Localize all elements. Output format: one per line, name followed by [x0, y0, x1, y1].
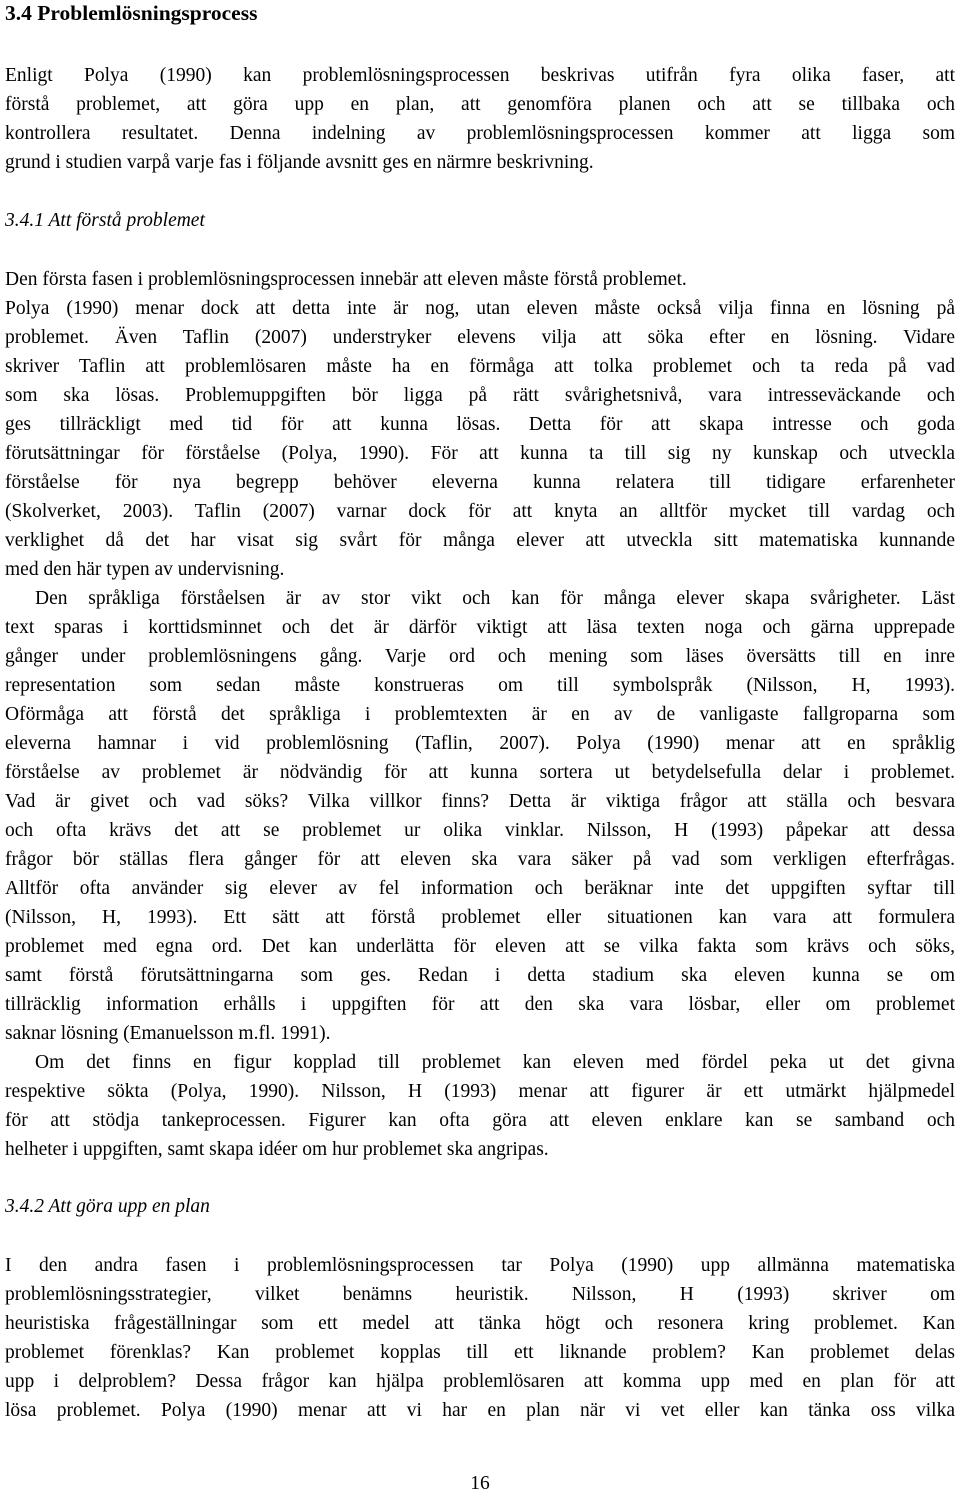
body-line: lösa problemet. Polya (1990) menar att vi har en plan när vi vet eller kan tänka oss vilka — [5, 1400, 955, 1421]
body-line: med den här typen av undervisning. — [5, 559, 285, 580]
body-line: representation som sedan måste konstrueras om till symbolspråk (Nilsson, H, 1993). — [5, 675, 955, 696]
body-line: problemet förenklas? Kan problemet kopplas till ett liknande problem? Kan problemet delas — [5, 1342, 955, 1363]
body-line: Oförmåga att förstå det språkliga i problemtexten är en av de vanligaste fallgroparna som — [5, 704, 955, 725]
body-line: upp i delproblem? Dessa frågor kan hjälpa problemlösaren att komma upp med en plan för att — [5, 1371, 955, 1392]
body-line: (Skolverket, 2003). Taflin (2007) varnar dock för att knyta an alltför mycket till vardag och — [5, 501, 955, 522]
subsection-heading-1: 3.4.1 Att förstå problemet — [5, 210, 205, 231]
body-line: gånger under problemlösningens gång. Varje ord och mening som läses översätts till en inre — [5, 646, 955, 667]
body-line: och ofta krävs det att se problemet ur olika vinklar. Nilsson, H (1993) påpekar att dessa — [5, 820, 955, 841]
intro-line: Enligt Polya (1990) kan problemlösningsprocessen beskrivas utifrån fyra olika faser, att — [5, 65, 955, 86]
body-line: förståelse av problemet är nödvändig för att kunna sortera ut betydelsefulla delar i problemet. — [5, 762, 955, 783]
body-line: text sparas i korttidsminnet och det är därför viktigt att läsa texten noga och gärna upprepade — [5, 617, 955, 638]
body-line: skriver Taflin att problemlösaren måste ha en förmåga att tolka problemet och ta reda på vad — [5, 356, 955, 377]
intro-line: grund i studien varpå varje fas i följande avsnitt ges en närmre beskrivning. — [5, 152, 594, 173]
body-line: förståelse för nya begrepp behöver eleverna kunna relatera till tidigare erfarenheter — [5, 472, 955, 493]
body-line: Alltför ofta använder sig elever av fel information och beräknar inte det uppgiften syftar till — [5, 878, 955, 899]
intro-line: kontrollera resultatet. Denna indelning av problemlösningsprocessen kommer att ligga som — [5, 123, 955, 144]
body-line: Vad är givet och vad söks? Vilka villkor finns? Detta är viktiga frågor att ställa och besvara — [5, 791, 955, 812]
body-line: heuristiska frågeställningar som ett medel att tänka högt och resonera kring problemet. Kan — [5, 1313, 955, 1334]
body-line: förutsättningar för förståelse (Polya, 1990). För att kunna ta till sig ny kunskap och utveckla — [5, 443, 955, 464]
body-line: Om det finns en figur kopplad till problemet kan eleven med fördel peka ut det givna — [35, 1052, 955, 1073]
subsection-heading-2: 3.4.2 Att göra upp en plan — [5, 1196, 210, 1217]
section-heading: 3.4 Problemlösningsprocess — [5, 1, 258, 25]
body-line: problemlösningsstrategier, vilket benämns heuristik. Nilsson, H (1993) skriver om — [5, 1284, 955, 1305]
body-line: helheter i uppgiften, samt skapa idéer om hur problemet ska angripas. — [5, 1139, 549, 1160]
body-line: samt förstå förutsättningarna som ges. Redan i detta stadium ska eleven kunna se om — [5, 965, 955, 986]
body-line: frågor bör ställas flera gånger för att eleven ska vara säker på vad som verkligen efterfrågas. — [5, 849, 955, 870]
body-line: tillräcklig information erhålls i uppgiften för att den ska vara lösbar, eller om problemet — [5, 994, 955, 1015]
body-line: saknar lösning (Emanuelsson m.fl. 1991). — [5, 1023, 331, 1044]
body-line: verklighet då det har visat sig svårt för många elever att utveckla sitt matematiska kunnande — [5, 530, 955, 551]
body-line: som ska lösas. Problemuppgiften bör ligga på rätt svårighetsnivå, vara intresseväckande och — [5, 385, 955, 406]
body-line: I den andra fasen i problemlösningsprocessen tar Polya (1990) upp allmänna matematiska — [5, 1255, 955, 1276]
body-line: Polya (1990) menar dock att detta inte är nog, utan eleven måste också vilja finna en lösning på — [5, 298, 955, 319]
body-line: för att stödja tankeprocessen. Figurer kan ofta göra att eleven enklare kan se samband och — [5, 1110, 955, 1131]
body-line: Den första fasen i problemlösningsprocessen innebär att eleven måste förstå problemet. — [5, 269, 687, 290]
body-line: Den språkliga förståelsen är av stor vikt och kan för många elever skapa svårigheter. Läst — [35, 588, 955, 609]
body-line: eleverna hamnar i vid problemlösning (Taflin, 2007). Polya (1990) menar att en språklig — [5, 733, 955, 754]
body-line: problemet med egna ord. Det kan underlätta för eleven att se vilka fakta som krävs och söks, — [5, 936, 955, 957]
intro-line: förstå problemet, att göra upp en plan, att genomföra planen och att se tillbaka och — [5, 94, 955, 115]
body-line: (Nilsson, H, 1993). Ett sätt att förstå problemet eller situationen kan vara att formulera — [5, 907, 955, 928]
body-line: ges tillräckligt med tid för att kunna lösas. Detta för att skapa intresse och goda — [5, 414, 955, 435]
body-line: respektive sökta (Polya, 1990). Nilsson, H (1993) menar att figurer är ett utmärkt hjälpmedel — [5, 1081, 955, 1102]
page-number: 16 — [470, 1473, 490, 1494]
body-line: problemet. Även Taflin (2007) understryker elevens vilja att söka efter en lösning. Vidare — [5, 327, 955, 348]
